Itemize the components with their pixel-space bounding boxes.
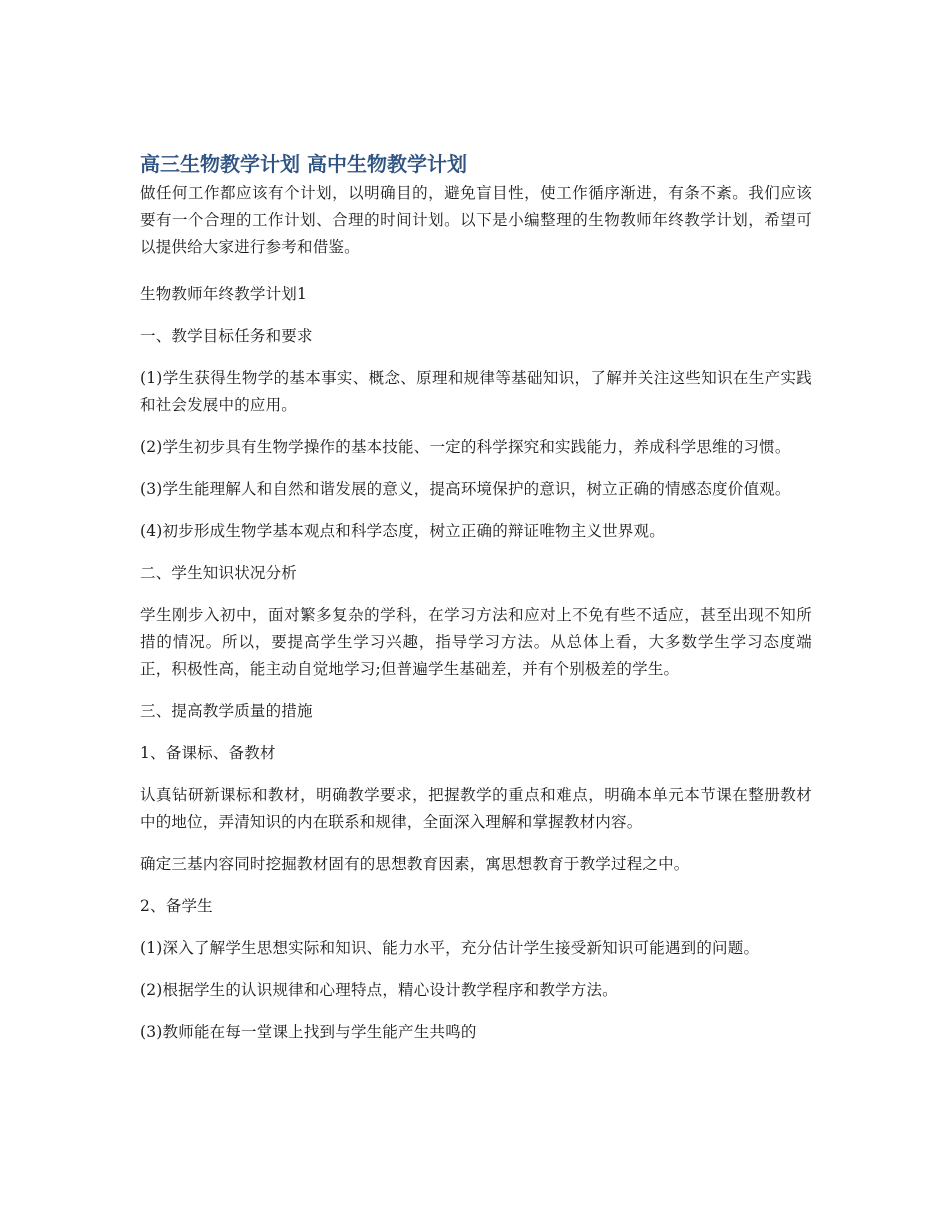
plan-heading: 生物教师年终教学计划1 [140, 285, 308, 303]
students-item-3: (3)教师能在每一堂课上找到与学生能产生共鸣的 [140, 1023, 477, 1041]
analysis-paragraph: 学生刚步入初中，面对繁多复杂的学科，在学习方法和应对上不免有些不适应，甚至出现不知所措的情况。所以，要提高学生学习兴趣，指导学习方法。从总体上看，大多数学生学习态度端正，积极性高，能主动自觉地学习;但普遍学生基础差，并有个别极差的学生。 [140, 606, 812, 678]
curriculum-paragraph-1: 认真钻研新课标和教材，明确教学要求，把握教学的重点和难点，明确本单元本节课在整册教材中的地位，弄清知识的内在联系和规律，全面深入理解和掌握教材内容。 [140, 786, 812, 831]
subheading-curriculum: 1、备课标、备教材 [140, 744, 276, 762]
section-heading-measures: 三、提高教学质量的措施 [140, 702, 313, 720]
document-page [140, 150, 812, 1061]
goal-item-4: (4)初步形成生物学基本观点和科学态度，树立正确的辩证唯物主义世界观。 [140, 522, 665, 540]
students-item-2: (2)根据学生的认识规律和心理特点，精心设计教学程序和教学方法。 [140, 981, 618, 999]
goal-item-3: (3)学生能理解人和自然和谐发展的意义，提高环境保护的意识，树立正确的情感态度价值观。 [140, 480, 791, 498]
intro-paragraph: 做任何工作都应该有个计划，以明确目的，避免盲目性，使工作循序渐进，有条不紊。我们应该要有一个合理的工作计划、合理的时间计划。以下是小编整理的生物教师年终教学计划，希望可以提供给大家进行参考和借鉴。 [140, 184, 812, 256]
document-title: 高三生物教学计划 高中生物教学计划 [140, 152, 467, 176]
goal-item-2: (2)学生初步具有生物学操作的基本技能、一定的科学探究和实践能力，养成科学思维的习惯。 [140, 438, 791, 456]
students-item-1: (1)深入了解学生思想实际和知识、能力水平，充分估计学生接受新知识可能遇到的问题。 [140, 939, 760, 957]
curriculum-paragraph-2: 确定三基内容同时挖掘教材固有的思想教育因素，寓思想教育于教学过程之中。 [140, 855, 690, 873]
subheading-students: 2、备学生 [140, 897, 213, 915]
section-heading-goals: 一、教学目标任务和要求 [140, 327, 313, 345]
section-heading-analysis: 二、学生知识状况分析 [140, 564, 298, 582]
goal-item-1: (1)学生获得生物学的基本事实、概念、原理和规律等基础知识，了解并关注这些知识在生产实践和社会发展中的应用。 [140, 369, 812, 414]
